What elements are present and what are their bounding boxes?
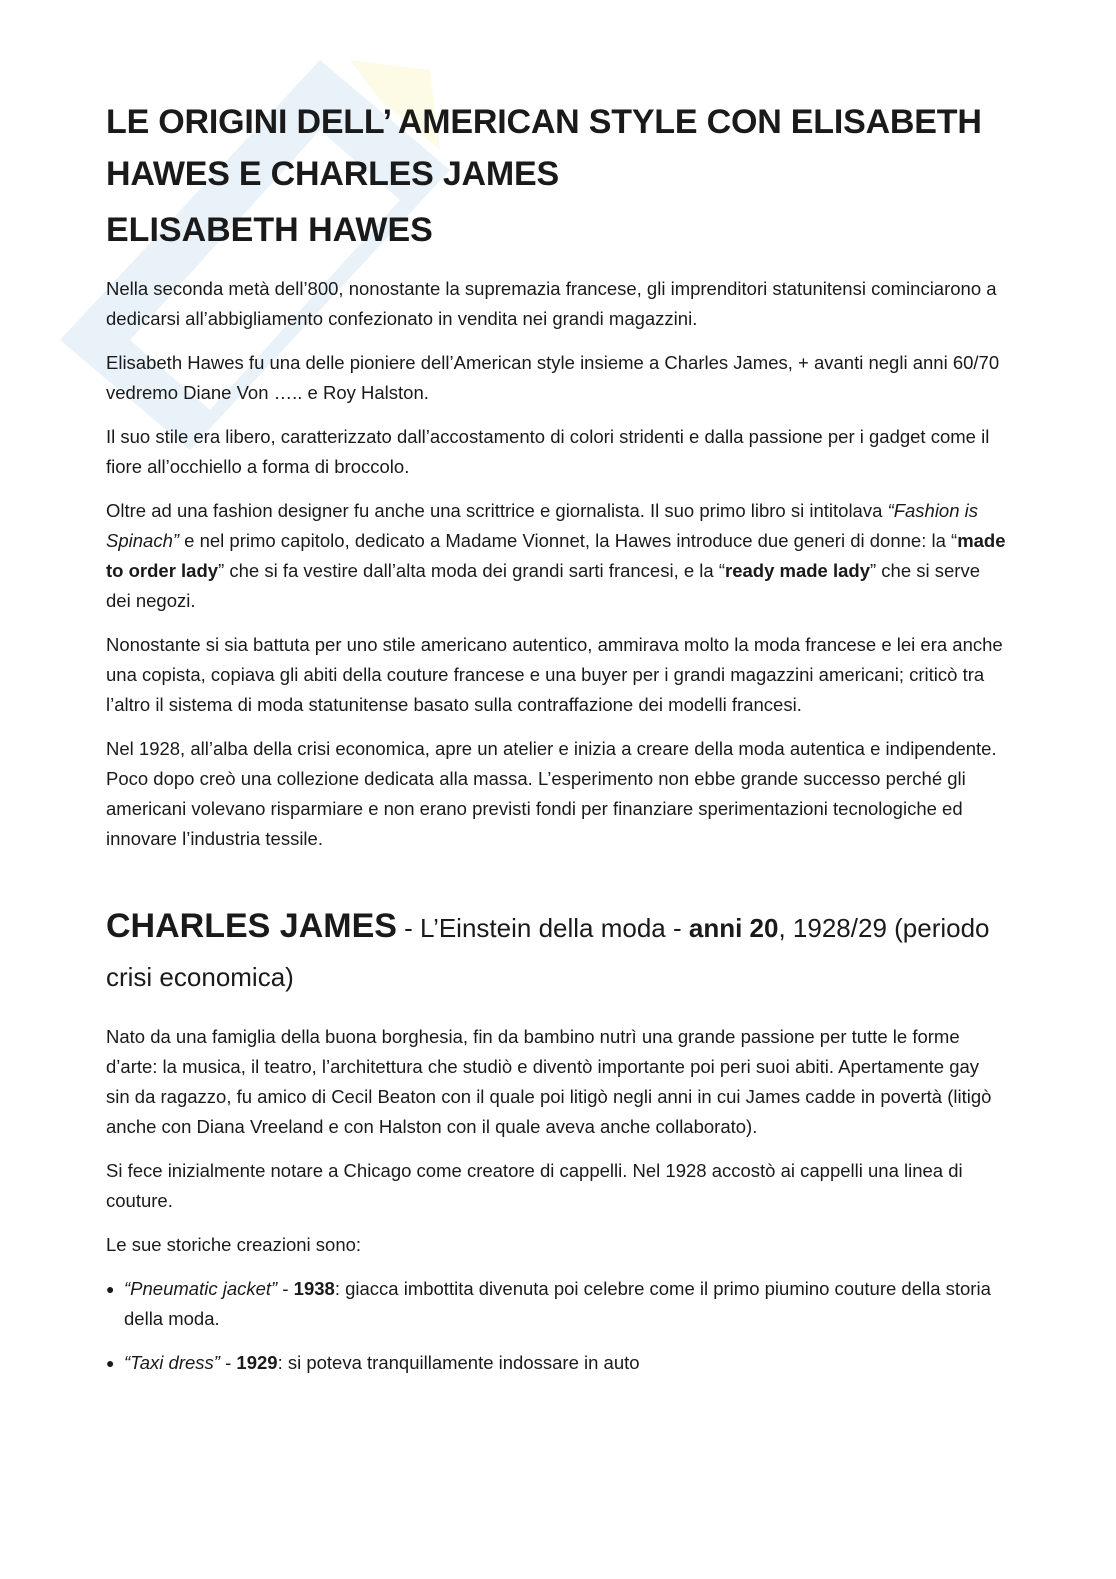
section-heading-hawes: ELISABETH HAWES bbox=[106, 211, 433, 249]
ready-made-lady: ready made lady bbox=[725, 560, 870, 581]
hawes-paragraph-6: Nel 1928, all’alba della crisi economica, apre un atelier e inizia a creare della moda autentica e indipendente. Poco dopo creò una collezione dedicata alla massa. L’esperimento non ebbe grande successo perché gli americani volevano risparmiare e non erano previsti fondi per finanziare sperimentazioni tecnologiche ed innovare l’industria tessile. bbox=[106, 738, 997, 849]
creations-list bbox=[106, 1274, 1006, 1378]
james-heading-part2: , 1928/29 (periodo crisi economica) bbox=[106, 913, 990, 992]
section-heading-james bbox=[106, 904, 1006, 1004]
creation-desc: : giacca imbottita divenuta poi celebre come il primo piumino couture della storia della moda. bbox=[124, 1278, 991, 1329]
james-heading-name: CHARLES JAMES bbox=[106, 907, 397, 945]
hawes-paragraph-5: Nonostante si sia battuta per uno stile americano autentico, ammirava molto la moda francese e lei era anche una copista, copiava gli abiti della couture francese e una buyer per i grandi magazzini americani; criticò tra l’altro il sistema di moda statunitense basato sulla contraffazione dei modelli francesi. bbox=[106, 634, 1003, 715]
p4-text-c: ” che si fa vestire dall’alta moda dei grandi sarti francesi, e la “ bbox=[218, 560, 725, 581]
p4-text-d: ” che si serve dei negozi. bbox=[106, 560, 981, 611]
p4-text-b: e nel primo capitolo, dedicato a Madame Vionnet, la Hawes introduce due generi di donne: la “ bbox=[179, 530, 958, 551]
bullet-icon: ● bbox=[106, 1355, 115, 1371]
james-heading-bold: anni 20 bbox=[688, 913, 779, 943]
creation-sep: - bbox=[277, 1278, 294, 1299]
p4-text-a: Oltre ad una fashion designer fu anche una scrittrice e giornalista. Il suo primo libro si intitolava bbox=[106, 500, 888, 521]
hawes-paragraph-3: Il suo stile era libero, caratterizzato dall’accostamento di colori stridenti e dalla passione per i gadget come il fiore all’occhiello a forma di broccolo. bbox=[106, 426, 990, 477]
creation-sep: - bbox=[219, 1352, 237, 1373]
list-item bbox=[106, 1348, 1006, 1378]
creation-name: “Pneumatic jacket” bbox=[124, 1278, 278, 1299]
document-title: LE ORIGINI DELL’ AMERICAN STYLE CON ELISABETH HAWES E CHARLES JAMES bbox=[106, 103, 982, 193]
hawes-paragraph-1: Nella seconda metà dell’800, nonostante la supremazia francese, gli imprenditori statunitensi cominciarono a dedicarsi all’abbigliamento confezionato in vendita nei grandi magazzini. bbox=[106, 278, 997, 329]
creation-desc: : si poteva tranquillamente indossare in auto bbox=[277, 1352, 640, 1373]
james-paragraph-1: Nato da una famiglia della buona borghesia, fin da bambino nutrì una grande passione per tutte le forme d’arte: la musica, il teatro, l’architettura che studiò e diventò importante poi peri suoi abiti. Apertamente gay sin da ragazzo, fu amico di Cecil Beaton con il quale poi litigò negli anni in cui James cadde in povertà (litigò anche con Diana Vreeland e con Halston con il quale aveva anche collaborato). bbox=[106, 1026, 992, 1137]
hawes-paragraph-4 bbox=[106, 496, 1006, 616]
document-page bbox=[106, 96, 1006, 1392]
bullet-icon: ● bbox=[106, 1281, 115, 1297]
hawes-paragraph-2: Elisabeth Hawes fu una delle pioniere dell’American style insieme a Charles James, + avanti negli anni 60/70 vedremo Diane Von ….. e Roy Halston. bbox=[106, 352, 1000, 403]
creation-year: 1929 bbox=[236, 1352, 278, 1373]
made-to-order-lady: made to order lady bbox=[106, 530, 1006, 581]
book-title: “Fashion is Spinach” bbox=[106, 500, 979, 551]
creation-year: 1938 bbox=[293, 1278, 335, 1299]
james-paragraph-3: Le sue storiche creazioni sono: bbox=[106, 1234, 362, 1255]
list-item bbox=[106, 1274, 1006, 1334]
james-heading-part1: - L’Einstein della moda - bbox=[396, 913, 689, 943]
creation-name: “Taxi dress” bbox=[124, 1352, 220, 1373]
james-paragraph-2: Si fece inizialmente notare a Chicago come creatore di cappelli. Nel 1928 accostò ai cappelli una linea di couture. bbox=[106, 1160, 963, 1211]
